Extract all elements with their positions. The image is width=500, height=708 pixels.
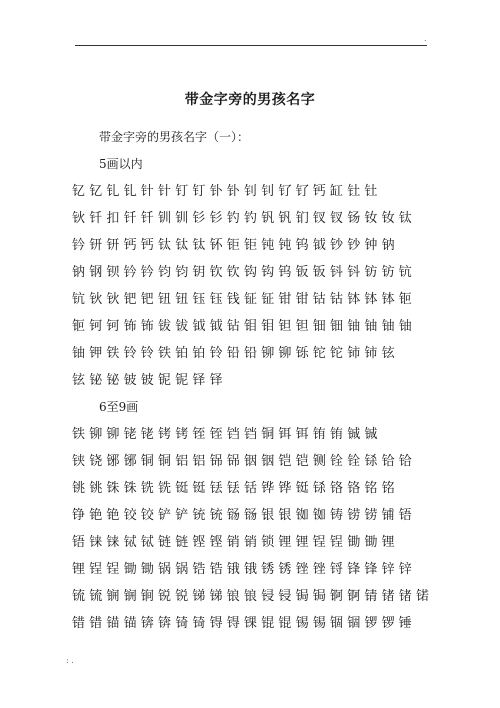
name-line: 铻铼铼铽铽链链铿铿销销锁锂锂锃锃锄锄锂 <box>72 535 399 550</box>
name-line: 铀钾铁铃铃铁铂铂铃铅铅铆铆铄铊铊铈铈铉 <box>72 346 399 361</box>
name-line: 钤钘钘钙钙钛钛钛钚钜钜钝钝钨钺钞钞钟钠 <box>72 238 399 253</box>
name-line: 铗铙铘铘铜铜铝铝铞铞铟铟铠铠铡铨铨铩铪铪 <box>72 454 417 469</box>
name-line: 钪钬钬钯钯钮钮钰钰钱钲钲钳钳钴钴钵钵钵钷 <box>72 292 417 307</box>
page-title: 带金字旁的男孩名字 <box>184 92 316 108</box>
name-line: 钬钎扣钎钎钏钏钐钐钓钓钒钒钔钗钗钖钕钕钛 <box>72 211 417 226</box>
name-line: 铁铆铆铑铑铐铐铚铚铛铛铜铒铒铕铕铖铖 <box>72 427 382 442</box>
document-body <box>72 124 434 637</box>
footer-mark: : . <box>66 656 74 665</box>
name-line: 锂锃锃锄锄锅锅锆锆锇锇锈锈锉锉锊锋锋锌锌 <box>72 562 417 577</box>
name-line: 铉铋铋铍铍铌铌铎铎 <box>72 373 227 388</box>
name-line: 错错锚锚锛锛锜锜锝锝锞锟锟锡锡锢锢锣锣锤 <box>72 616 417 631</box>
section-subheading-6-9: 6至9画 <box>99 400 139 414</box>
header-mark: . <box>424 34 427 43</box>
name-line: 锍锍锎锎锏锐锐锑锑锒锒锓锓锔锔锕锕锖锗锗锘 <box>72 589 434 604</box>
name-line: 钇钇钆钆针针钉钉钋钋钊钊钌钌钙缸钍钍 <box>72 184 382 199</box>
section-subheading-5: 5画以内 <box>99 157 143 171</box>
name-line: 钠钢钡钤钤钧钧钥钦钦钩钩钨钣钣钭钭钫钫钪 <box>72 265 417 280</box>
name-line: 钷钶钶钸钸钹钹钺钺钻钼钼钽钽钿钿铀铀铀铀 <box>72 319 417 334</box>
name-line: 铮铯铯铰铰铲铲铳铳铴铴银银铷铷铸铹铹铺铻 <box>72 508 417 523</box>
name-line: 铫铫铢铢铣铣铤铤铥铥铦铧铧铤铩铬铬铭铭 <box>72 481 399 496</box>
header-rule <box>75 45 427 46</box>
section-heading: 带金字旁的男孩名字（一）： <box>99 130 250 144</box>
